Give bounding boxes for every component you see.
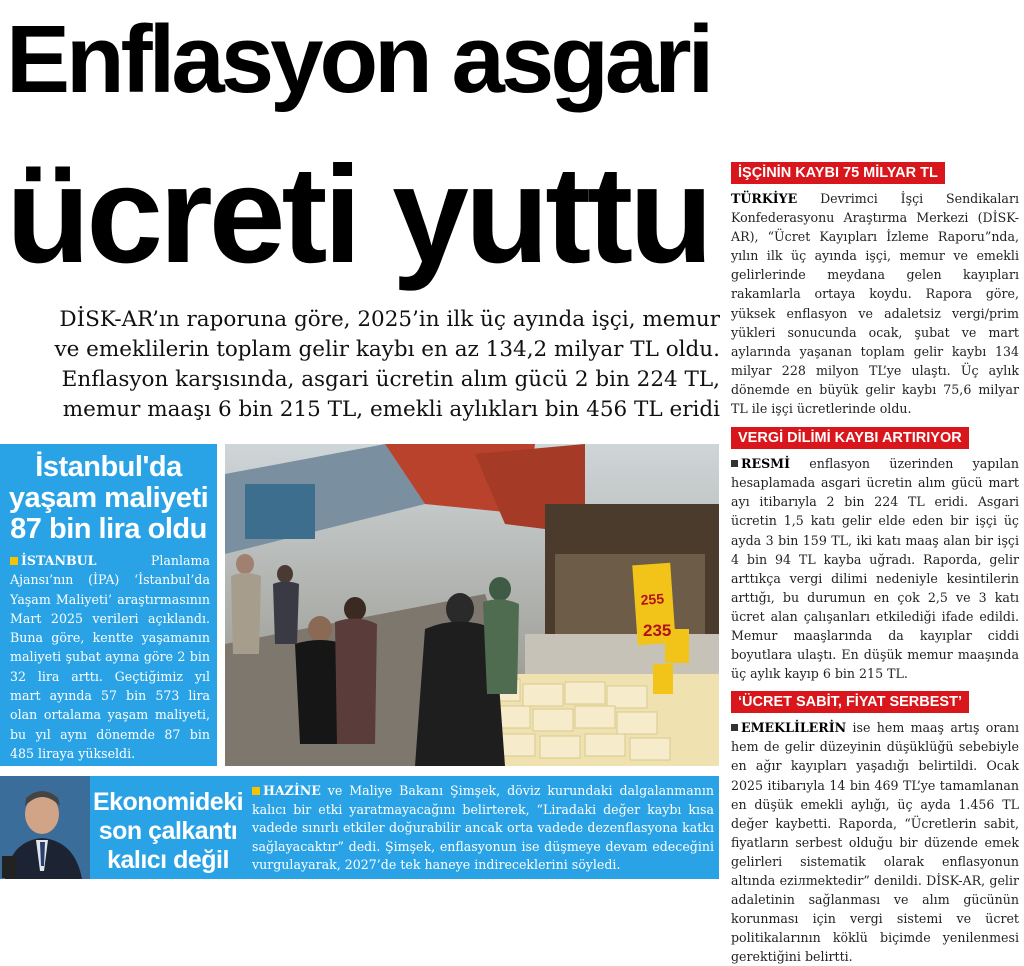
headline-line-2: ücreti yuttu — [6, 138, 710, 292]
bullet-icon — [731, 460, 738, 467]
headline-line-1: Enflasyon asgari — [6, 6, 711, 113]
sidebar-body — [10, 551, 210, 763]
lead-word: TÜRKİYE — [731, 191, 798, 206]
istanbul-cost-sidebar — [0, 444, 217, 766]
section-tax-bracket — [731, 427, 1019, 683]
market-scene-image — [225, 444, 719, 766]
body-text: ve Maliye Bakanı Şimşek, döviz kurundaki dalgalanmanın kalıcı bir etki yaratmayacağını belirterek, “Liradaki değer kaybı kısa vadede sınırlı etkiler doğurabilir ancak orta vadede dezenflasyona katkı sağlayacaktır” dedi. Şimşek, enflasyonun ise düşmeye devam edeceğini vurgulayarak, 2027’de tek haneye indireceklerini söyledi. — [252, 783, 714, 873]
price-sign-2: 235 — [643, 621, 672, 640]
deck-line: Enflasyon karşısında, asgari ücretin alım gücü 2 bin 224 TL, — [61, 367, 720, 392]
box-heading-line: son çalkantı — [98, 817, 238, 845]
market-photo — [225, 444, 719, 766]
section-workers-loss — [731, 162, 1019, 418]
deck-line: memur maaşı 6 bin 215 TL, emekli aylıkları bin 456 TL eridi — [62, 397, 720, 422]
section-body — [731, 189, 1019, 418]
body-text: ise hem maaş artış oranı hem de gelir düzeyinin düşüklüğü sebebiyle en ağır kayıpları yaşadığı belirtildi. Ocak 2025 itibarıyla 14 bin 469 TL’ye tamamlanan en düşük emekli aylığı, üç ayda 1.456 TL değer kaybetti. Raporda, “Ücretlerin sabit, fiyatların serbest olduğu bir düzende emek gelirleri sistematik olarak enflasyonun altında eziлmektedir” denildi. DİSK-AR, gelir adaletinin sağlanması ve alım gücünün korunması için vergi sistemi ve ücret politikalarının köklü biçimde yenilenmesi gerektiğini belirtti. — [731, 720, 1019, 965]
sidebar-heading-line: İstanbul'da — [35, 451, 182, 483]
deck-line: ve emeklilerin toplam gelir kaybı en az 134,2 milyar TL oldu. — [54, 337, 720, 362]
box-body — [252, 782, 714, 875]
deck-line: DİSK-AR’ın raporuna göre, 2025’in ilk üç ayında işçi, memur — [59, 307, 720, 332]
bullet-icon — [252, 787, 260, 795]
section-fixed-wage — [731, 691, 1019, 966]
sidebar-heading-line: yaşam maliyeti — [8, 482, 209, 514]
lead-word: HAZİNE — [263, 783, 321, 798]
section-heading: İŞÇİNİN KAYBI 75 MİLYAR TL — [731, 162, 945, 184]
minister-portrait-image — [0, 776, 90, 879]
body-text: Devrimci İşçi Sendikaları Konfederasyonu Araştırma Merkezi (DİSK-AR), “Ücret Kayıpları İzleme Raporu”nda, yılın ilk üç ayında işçi, memur ve emekli gelirlerinde meydana gelen kayıpları rakamlarla ortaya koydu. Rapora göre, yüksek enflasyon ve adaletsiz vergi/prim yükleri sonucunda ocak, şubat ve mart aylarında yaşanan toplam gelir kaybı 134 milyar 228 milyon TL’ye ulaştı. Üç aylık dönemde en büyük gelir kaybı 75,6 milyar TL ile işçi ücretlerinde oldu. — [731, 191, 1019, 417]
box-heading-line: Ekonomideki — [92, 788, 244, 816]
bullet-icon — [731, 724, 738, 731]
price-sign-1: 255 — [640, 590, 665, 608]
section-heading: VERGİ DİLİMİ KAYBI ARTIRIYOR — [731, 427, 969, 449]
lead-word: İSTANBUL — [21, 553, 97, 568]
box-heading-line: kalıcı değil — [107, 846, 229, 874]
bullet-icon — [10, 557, 18, 565]
body-text: enflasyon üzerinden yapılan hesaplamada asgari ücretin alım gücü mart ayı itibarıyla 2 bin 224 TL eridi. Asgari ücretin 1,5 katı gelir elde eden bir işçi üç ayda 3 bin 159 TL, iki katı maaş alan bir işçi 4 bin 94 TL kayba uğradı. Raporda, gelir arttıkça vergi dilimi nedeniyle kesintilerin arttığı, bu durumun en çok 2,5 ve 3 katı ücret alan çalışanları etkilediği ifade edildi. Memur maaşlarında da kayıplar ciddi boyutlara ulaştı. En düşük memur maaşında üç aylık kayıp 6 bin 215 TL. — [731, 456, 1019, 682]
sidebar-heading — [6, 452, 211, 545]
sidebar-heading-line: 87 bin lira oldu — [10, 513, 207, 545]
section-body — [731, 454, 1019, 683]
body-text: Planlama Ajansı’nın (İPA) ‘İstanbul’da Yaşam Maliyeti’ araştırmasının Mart 2025 verileri açıklandı. Buna göre, kentte yaşamanın maliyeti şubat ayına göre 2 bin 32 lira arttı. Geçtiğimiz yıl mart ayında 57 bin 573 lira olan ortalama yaşam maliyeti, bu yıl aynı dönemde 87 bin 485 liraya yükseldi. — [10, 553, 210, 761]
minister-photo — [0, 776, 90, 879]
section-heading: ‘ÜCRET SABİT, FİYAT SERBEST’ — [731, 691, 969, 713]
deck-summary — [8, 305, 720, 425]
lead-word: EMEKLİLERİN — [741, 720, 847, 736]
right-column — [731, 162, 1019, 966]
section-body — [731, 718, 1019, 966]
economy-box — [0, 776, 719, 879]
box-heading — [88, 788, 248, 875]
lead-word: RESMİ — [741, 456, 790, 472]
